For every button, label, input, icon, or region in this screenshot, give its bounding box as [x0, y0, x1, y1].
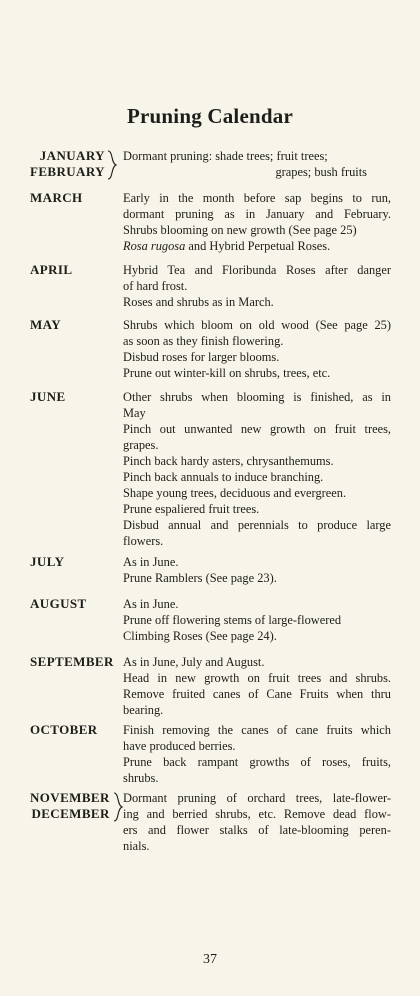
month-october: OCTOBER — [30, 722, 98, 737]
month-july: JULY — [30, 554, 65, 569]
entry-description: Early in the month before sap begins to run, dormant pruning as in January and February. Shrubs blooming on new growth (See page 25) Rosa rugosa and Hybrid Perpetual Roses. — [123, 191, 391, 253]
month-september: SEPTEMBER — [30, 654, 114, 669]
month-label — [30, 654, 114, 670]
entry-description: As in June. Prune off flowering stems of large-flowered Climbing Roses (See page 24). — [123, 597, 342, 643]
month-label — [30, 596, 87, 612]
entry-description: As in June. Prune Ramblers (See page 23). — [123, 555, 277, 585]
month-august: AUGUST — [30, 596, 87, 611]
month-label — [30, 190, 83, 206]
month-label — [30, 790, 110, 822]
brace-icon — [104, 150, 118, 180]
month-label — [30, 262, 72, 278]
month-june: JUNE — [30, 389, 66, 404]
entry-description: Dormant pruning of orchard trees, late-flower- ing and berried shrubs, etc. Remove dead flow- ers and flower stalks of late-blooming peren- nials. — [123, 791, 391, 853]
month-label — [30, 722, 98, 738]
entry-description: Finish removing the canes of cane fruits which have produced berries. Prune back rampant growths of roses, fruits, shrubs. — [123, 723, 391, 785]
month-december: DECEMBER — [31, 806, 110, 821]
month-november: NOVEMBER — [30, 790, 110, 805]
month-february: FEBRUARY — [30, 164, 105, 179]
page-title: Pruning Calendar — [127, 104, 293, 128]
entry-description: Dormant pruning: shade trees; fruit trees; grapes; bush fruits — [123, 149, 367, 179]
entry-description: Hybrid Tea and Floribunda Roses after danger of hard frost. Roses and shrubs as in March. — [123, 263, 391, 309]
month-april: APRIL — [30, 262, 73, 277]
page-number: 37 — [203, 952, 217, 967]
month-label — [30, 148, 105, 180]
month-label — [30, 317, 61, 333]
entry-description: Other shrubs when blooming is finished, as in May Pinch out unwanted new growth on fruit trees, grapes. Pinch back hardy asters, chrysanthemums. Pinch back annuals to induce branching. Shape young trees, deciduous and evergreen. Prune espaliered fruit trees. Disbud annual and perennials to produce large flowers. — [123, 390, 391, 548]
month-label — [30, 554, 64, 570]
entry-description: As in June, July and August. Head in new growth on fruit trees and shrubs. Remove fruited canes of Cane Fruits when thru bearing. — [123, 655, 391, 717]
brace-icon — [110, 792, 124, 822]
month-january: JANUARY — [39, 148, 105, 163]
entry-description: Shrubs which bloom on old wood (See page 25) as soon as they finish flowering. Disbud roses for larger blooms. Prune out winter-kill on shrubs, trees, etc. — [123, 318, 391, 380]
month-may: MAY — [30, 317, 62, 332]
month-label — [30, 389, 66, 405]
month-march: MARCH — [30, 190, 83, 205]
